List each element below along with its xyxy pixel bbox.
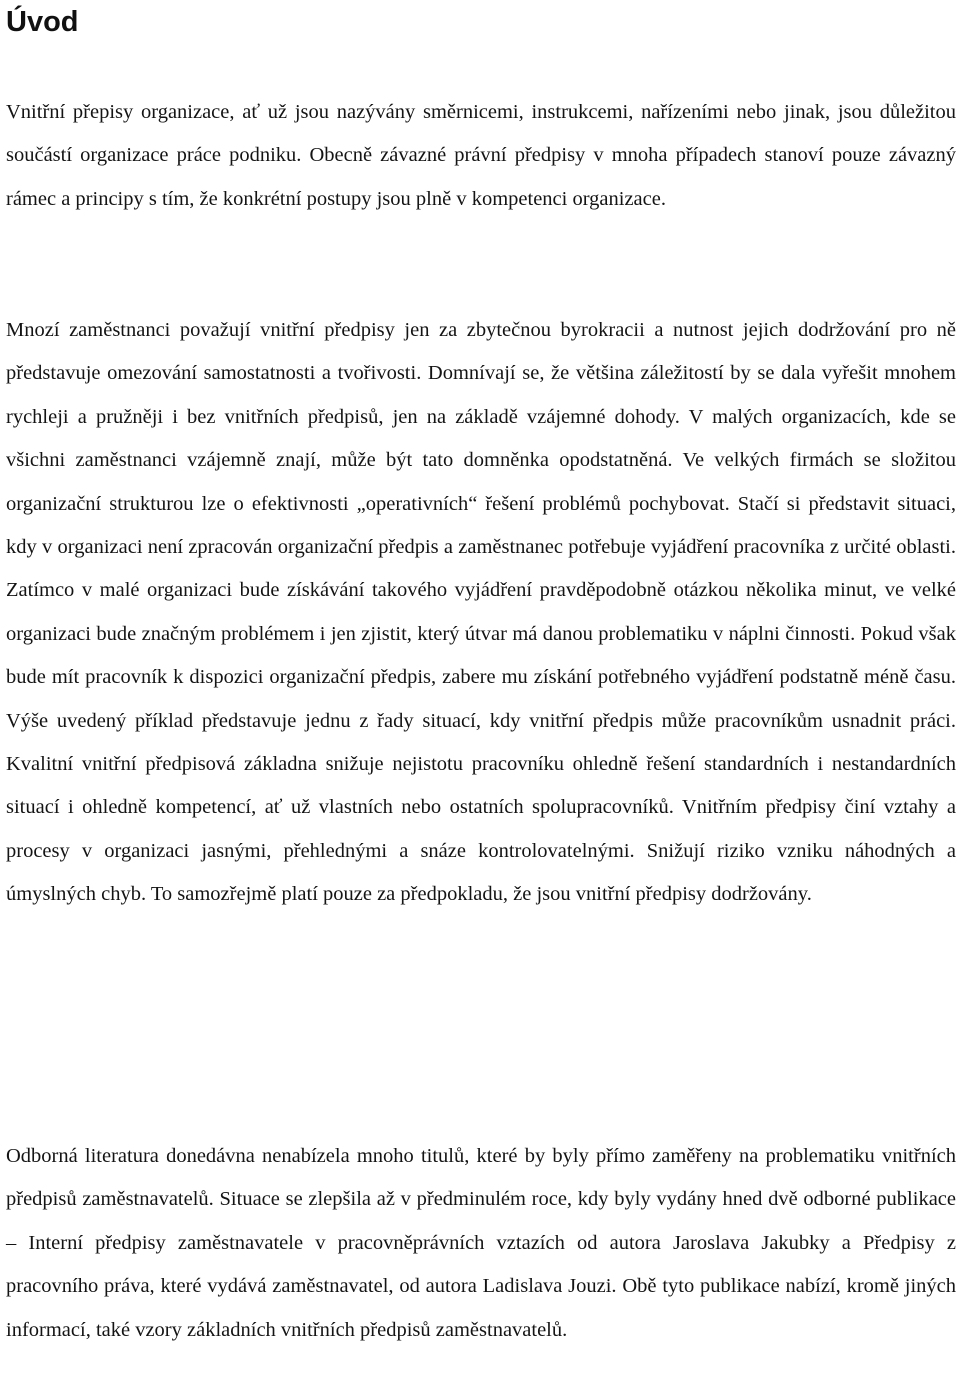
page-title: Úvod: [6, 6, 79, 38]
paragraph-employee-views: Mnozí zaměstnanci považují vnitřní předpisy jen za zbytečnou byrokracii a nutnost jejich dodržování pro ně představuje omezování samostatnosti a tvořivosti. Domnívají se, že většina záležitostí by se dala vyřešit mnohem rychleji a pružněji i bez vnitřních předpisů, jen na základě vzájemné dohody. V malých organizacích, kde se všichni zaměstnanci vzájemně znají, může být tato domněnka opodstatněná. Ve velkých firmách se složitou organizační strukturou lze o efektivnosti „operativních“ řešení problémů pochybovat. Stačí si představit situaci, kdy v organizaci není zpracován organizační předpis a zaměstnanec potřebuje vyjádření pracovníka z určité oblasti. Zatímco v malé organizaci bude získávání takového vyjádření pravděpodobně otázkou několika minut, ve velké organizaci bude značným problémem i jen zjistit, který útvar má danou problematiku v náplni činnosti. Pokud však bude mít pracovník k dispozici organizační předpis, zabere mu získání potřebného vyjádření podstatně méně času. Výše uvedený příklad představuje jednu z řady situací, kdy vnitřní předpis může pracovníkům usnadnit práci. Kvalitní vnitřní předpisová základna snižuje nejistotu pracovníku ohledně řešení standardních i nestandardních situací i ohledně kompetencí, ať už vlastních nebo ostatních spolupracovníků. Vnitřním předpisy činí vztahy a procesy v organizaci jasnými, přehlednými a snáze kontrolovatelnými. Snižují riziko vzniku náhodných a úmyslných chyb. To samozřejmě platí pouze za předpokladu, že jsou vnitřní předpisy dodržovány.: [6, 319, 956, 906]
paragraph-introduction: Vnitřní přepisy organizace, ať už jsou nazývány směrnicemi, instrukcemi, nařízeními nebo jinak, jsou důležitou součástí organizace práce podniku. Obecně závazné právní předpisy v mnoha případech stanoví pouze závazný rámec a principy s tím, že konkrétní postupy jsou plně v kompetenci organizace.: [6, 101, 956, 210]
paragraph-literature: Odborná literatura donedávna nenabízela mnoho titulů, které by byly přímo zaměřeny na problematiku vnitřních předpisů zaměstnavatelů. Situace se zlepšila až v předminulém roce, kdy byly vydány hned dvě odborné publikace – Interní předpisy zaměstnavatele v pracovněprávních vztazích od autora Jaroslava Jakubky a Předpisy z pracovního práva, které vydává zaměstnavatel, od autora Ladislava Jouzi. Obě tyto publikace nabízí, kromě jiných informací, také vzory základních vnitřních předpisů zaměstnavatelů.: [6, 1145, 956, 1341]
